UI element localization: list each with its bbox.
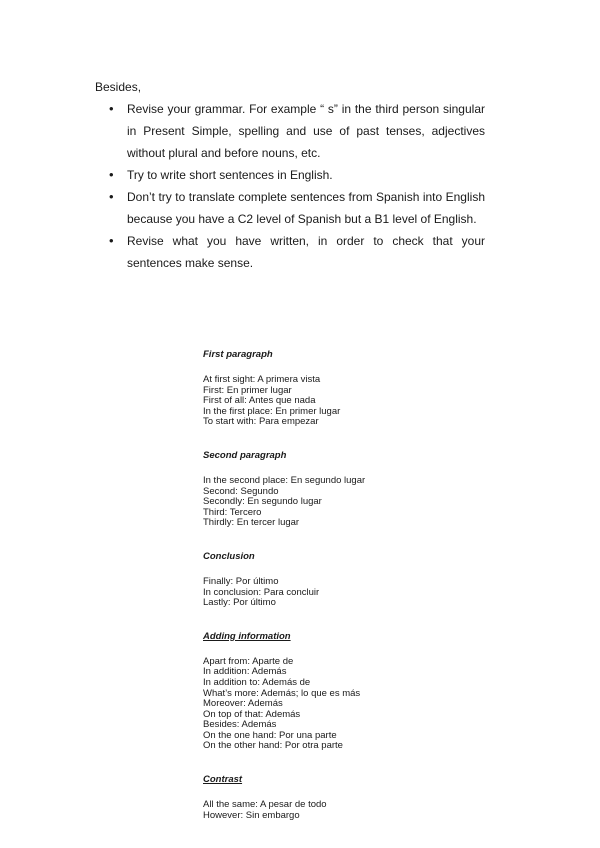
entry-item: However: Sin embargo bbox=[203, 809, 300, 821]
entry-item: First of all: Antes que nada bbox=[203, 395, 316, 407]
section-title: Second paragraph bbox=[203, 449, 287, 461]
section-title: First paragraph bbox=[203, 349, 273, 360]
entry-item: All the same: A pesar de todo bbox=[203, 799, 327, 811]
entry-item: Besides: Además bbox=[203, 719, 277, 731]
section-adding-information bbox=[203, 631, 463, 752]
entry-list bbox=[203, 577, 463, 609]
entry-item: On top of that: Además bbox=[203, 708, 301, 720]
entry-item: In addition: Además bbox=[203, 666, 287, 678]
entry-item: Third: Tercero bbox=[203, 506, 262, 518]
section-title: Adding information bbox=[203, 630, 291, 642]
entry-item: In the first place: En primer lugar bbox=[203, 405, 341, 417]
section-second-paragraph bbox=[203, 450, 463, 529]
entry-item: Moreover: Además bbox=[203, 698, 283, 710]
entry-item: What’s more: Además; lo que es más bbox=[203, 687, 361, 699]
entry-item: Thirdly: En tercer lugar bbox=[203, 517, 300, 529]
entry-list bbox=[203, 657, 463, 752]
intro-text: Besides, bbox=[95, 80, 142, 94]
entry-item: In the second place: En segundo lugar bbox=[203, 474, 366, 486]
entry-item: Apart from: Aparte de bbox=[203, 655, 294, 667]
entry-item: First: En primer lugar bbox=[203, 384, 292, 396]
entry-item: Lastly: Por último bbox=[203, 597, 276, 609]
entry-item: At first sight: A primera vista bbox=[203, 374, 321, 385]
entry-list bbox=[203, 800, 463, 821]
entry-list bbox=[203, 375, 463, 428]
section-first-paragraph bbox=[203, 349, 463, 428]
vocabulary-list bbox=[203, 349, 463, 821]
section-title: Conclusion bbox=[203, 550, 255, 562]
entry-item: On the other hand: Por otra parte bbox=[203, 740, 343, 752]
section-conclusion bbox=[203, 551, 463, 609]
tip-item: • Revise what you have written, in order to check that your sentences make sense. bbox=[100, 230, 485, 274]
entry-item: Finally: Por último bbox=[203, 575, 279, 587]
entry-item: In conclusion: Para concluir bbox=[203, 586, 320, 598]
tip-item: • Don’t try to translate complete sentences from Spanish into English because you have a C2 level of Spanish but a B1 level of English. bbox=[100, 186, 485, 230]
tip-item: • Try to write short sentences in English. bbox=[100, 164, 485, 186]
entry-item: On the one hand: Por una parte bbox=[203, 729, 337, 741]
tip-item: • Revise your grammar. For example “ s” in the third person singular in Present Simple, spelling and use of past tenses, adjectives without plural and before nouns, etc. bbox=[100, 98, 485, 164]
entry-list bbox=[203, 476, 463, 529]
tips-list bbox=[100, 98, 485, 274]
entry-item: In addition to: Además de bbox=[203, 676, 311, 688]
entry-item: To start with: Para empezar bbox=[203, 416, 319, 428]
entry-item: Secondly: En segundo lugar bbox=[203, 496, 322, 508]
section-contrast bbox=[203, 774, 463, 821]
entry-item: Second: Segundo bbox=[203, 485, 279, 497]
section-title: Contrast bbox=[203, 774, 243, 786]
